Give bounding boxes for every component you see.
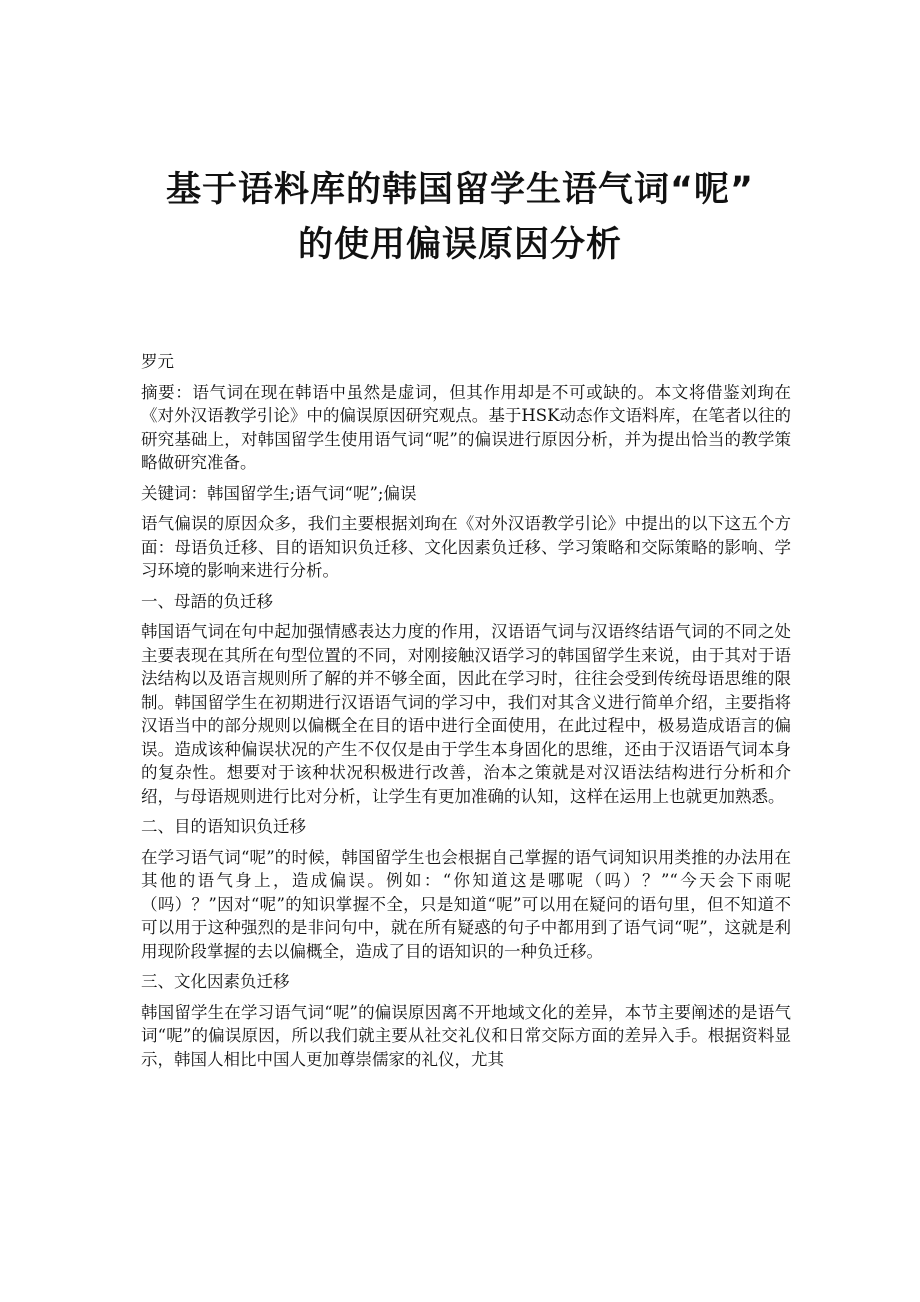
- title-line-1: 基于语料库的韩国留学生语气词“呢”: [165, 170, 754, 210]
- keywords: 关键词：韩国留学生;语气词“呢”;偏误: [141, 483, 417, 503]
- author: 罗元: [141, 352, 174, 371]
- abstract: 摘要：语气词在现在韩语中虽然是虚词，但其作用却是不可或缺的。本文将借鉴刘珣在《对外汉语教学引论》中的偏误原因研究观点。基于HSK动态作文语料库，在笔者以往的研究基础上，对韩国留学生使用语气词“呢”的偏误进行原因分析，并为提出恰当的教学策略做研究准备。: [141, 382, 791, 472]
- section-1-heading: 一、母語的负迁移: [141, 591, 273, 611]
- title-line-2: 的使用偏误原因分析: [297, 225, 622, 265]
- section-2-paragraph: 在学习语气词“呢”的时候，韩国留学生也会根据自己掌握的语气词知识用类推的办法用在其他的语气身上，造成偏误。例如：“你知道这是哪呢（吗）？”“今天会下雨呢（吗）？”因对“呢”的知识掌握不全，只是知道“呢”可以用在疑问的语句里，但不知道不可以用于这种强烈的是非问句中，就在所有疑惑的句子中都用到了语气词“呢”，这就是利用现阶段掌握的去以偏概全，造成了目的语知识的一种负迁移。: [141, 847, 791, 961]
- document-title: [60, 163, 860, 273]
- section-3-paragraph: 韩国留学生在学习语气词“呢”的偏误原因离不开地域文化的差异，本节主要阐述的是语气词“呢”的偏误原因，所以我们就主要从社交礼仪和日常交际方面的差异入手。根据资料显示，韩国人相比中国人更加尊崇儒家的礼仪，尤其: [141, 1002, 791, 1069]
- section-2-heading: 二、目的语知识负迁移: [141, 817, 306, 836]
- document-body: [141, 350, 791, 1078]
- section-3-heading: 三、文化因素负迁移: [141, 972, 290, 991]
- intro-paragraph: 语气偏误的原因众多，我们主要根据刘珣在《对外汉语教学引论》中提出的以下这五个方面：母语负迁移、目的语知识负迁移、文化因素负迁移、学习策略和交际策略的影响、学习环境的影响来进行分析。: [141, 514, 791, 580]
- section-1-paragraph: 韩国语气词在句中起加强情感表达力度的作用，汉语语气词与汉语终结语气词的不同之处主要表现在其所在句型位置的不同，对刚接触汉语学习的韩国留学生来说，由于其对于语法结构以及语言规则所了解的并不够全面，因此在学习时，往往会受到传统母语思维的限制。韩国留学生在初期进行汉语语气词的学习中，我们对其含义进行简单介绍，主要指将汉语当中的部分规则以偏概全在目的语中进行全面使用，在此过程中，极易造成语言的偏误。造成该种偏误状况的产生不仅仅是由于学生本身固化的思维，还由于汉语语气词本身的复杂性。想要对于该种状况积极进行改善，治本之策就是对汉语法结构进行分析和介绍，与母语规则进行比对分析，让学生有更加准确的认知，这样在运用上也就更加熟悉。: [141, 622, 791, 806]
